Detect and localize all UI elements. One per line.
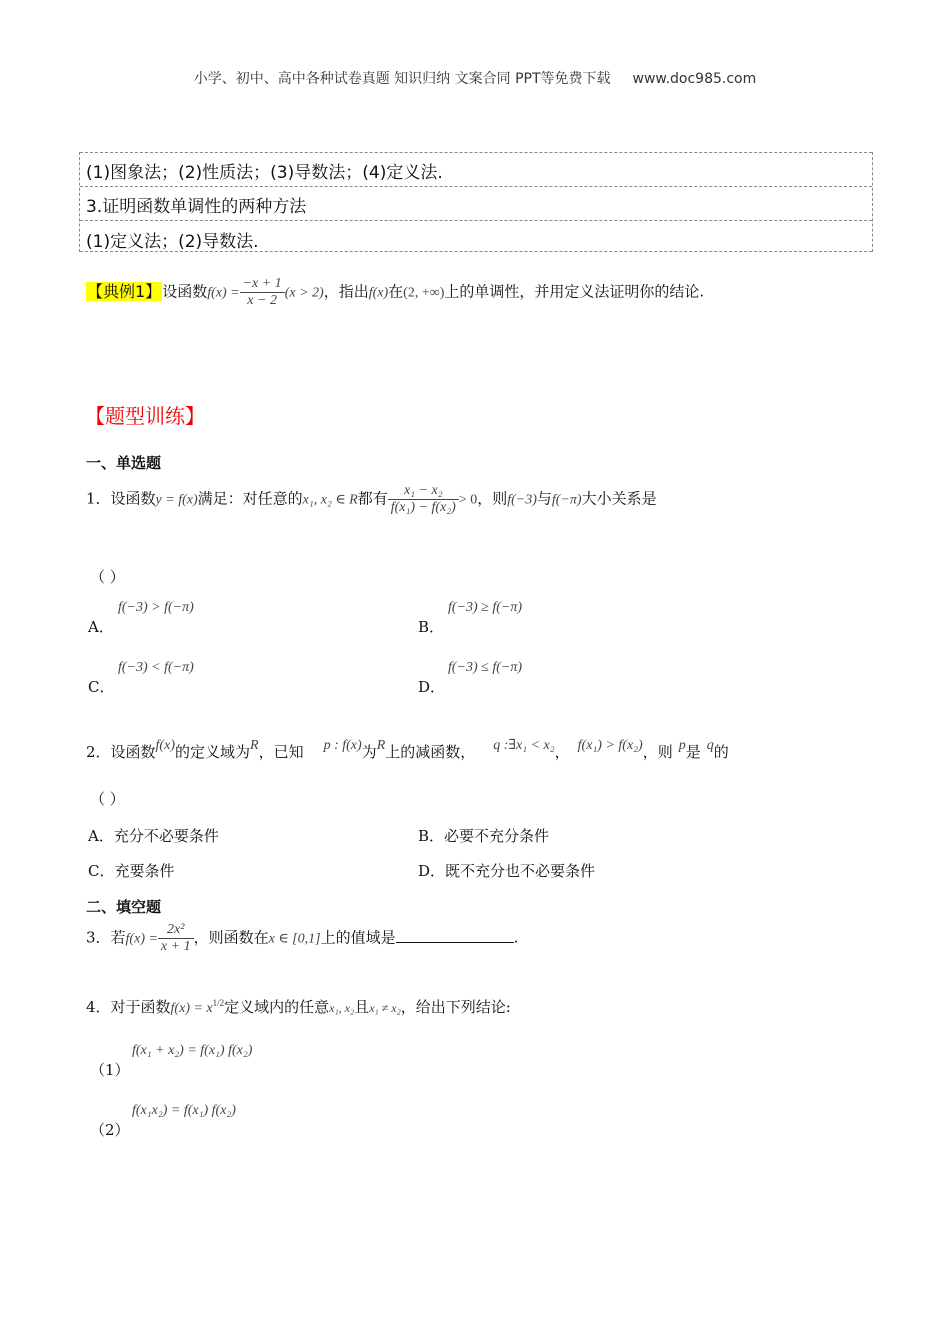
q2-R: R — [250, 738, 259, 753]
q4-text: 且 — [354, 998, 370, 1016]
question-1 — [86, 483, 657, 516]
example-1 — [86, 276, 704, 309]
q2-option-c[interactable]: C．充要条件 — [88, 862, 175, 880]
q2-text: 是 — [685, 743, 701, 761]
q2-q2: q — [706, 738, 714, 753]
q2-option-b[interactable]: B．必要不充分条件 — [418, 827, 550, 845]
header-url[interactable]: www.doc985.com — [632, 71, 757, 87]
q3-lhs: f(x) = — [125, 931, 158, 947]
q1-number: 1．设函数 — [86, 489, 156, 508]
q2-text: 为 — [361, 743, 377, 761]
frac-den: x − 2 — [247, 293, 277, 308]
option-c-text: f(−3) < f(−π) — [118, 660, 194, 675]
q3-number: 3．若 — [86, 928, 126, 947]
example-text: 设函数 — [162, 282, 208, 301]
box-divider-2 — [80, 220, 872, 221]
q2-text: 上的减函数， — [385, 743, 476, 761]
option-b-text: f(−3) ≥ f(−π) — [448, 600, 523, 615]
frac-den: f(x₁) − f(x₂) — [390, 500, 456, 515]
q1-func: y = f(x) — [155, 492, 198, 508]
q1-answer-paren: （ ） — [90, 568, 125, 586]
option-b-label: B． — [418, 618, 445, 636]
q4-exponent: 1/2 — [212, 998, 225, 1008]
q1-text: 与 — [536, 489, 552, 508]
q4-vars: x₁, x₂ — [329, 1001, 355, 1015]
example-fx: f(x) — [368, 285, 389, 301]
q3-text: ，则函数在 — [193, 928, 269, 947]
q4-item1-text: f(x₁ + x₂) = f(x₁) f(x₂) — [132, 1043, 253, 1058]
q1-text: 满足：对任意的 — [197, 489, 303, 508]
q4-text: 定义域内的任意 — [224, 998, 330, 1016]
example-text: ，指出 — [323, 282, 369, 301]
question-3 — [86, 922, 518, 955]
q2-q: q :∃x₁ < x₂ — [493, 738, 555, 753]
q4-item-1 — [90, 1043, 252, 1080]
frac-num: x₁ − x₂ — [388, 483, 459, 500]
option-d-text: f(−3) ≤ f(−π) — [448, 660, 523, 675]
summary-box — [79, 152, 873, 252]
q4-neq: x₁ ≠ x₂ — [369, 1001, 401, 1015]
q4-item2-text: f(x₁x₂) = f(x₁) f(x₂) — [132, 1103, 236, 1118]
q2-answer-paren: （ ） — [90, 790, 125, 808]
q3-domain: x ∈ [0,1] — [268, 931, 321, 947]
example-text: 上的单调性，并用定义法证明你的结论. — [444, 282, 705, 301]
q3-fraction — [158, 922, 194, 955]
frac-den: x + 1 — [160, 939, 191, 954]
q4-func: f(x) = x — [170, 1001, 213, 1016]
section-title-fill-in: 二、填空题 — [86, 898, 162, 916]
q1-text: ，则 — [477, 489, 508, 508]
box-row-1: (1)图象法；(2)性质法；(3)导数法；(4)定义法. — [86, 163, 443, 183]
q2-text: ， — [554, 743, 570, 761]
q2-p2: p — [678, 738, 686, 753]
q4-number: 4．对于函数 — [86, 998, 171, 1016]
q2-text: 的定义域为 — [174, 743, 250, 761]
example-func: f(x) = — [207, 285, 240, 301]
q3-text: 上的值域是 — [320, 928, 396, 947]
page-header — [0, 68, 950, 88]
q1-fraction — [388, 483, 459, 516]
question-2 — [86, 737, 729, 762]
section-title-single-choice: 一、单选题 — [86, 454, 162, 472]
box-top-border — [80, 152, 872, 153]
example-tag: 【典例1】 — [87, 281, 162, 301]
option-a-label: A． — [88, 618, 114, 636]
q1-vars: x₁, x₂ ∈ R — [302, 492, 358, 508]
q2-number: 2．设函数 — [86, 743, 156, 761]
box-row-3: (1)定义法；(2)导数法. — [86, 232, 259, 252]
q1-a: f(−3) — [507, 492, 537, 508]
q2-R: R — [376, 738, 386, 753]
box-bottom-border — [80, 251, 872, 252]
example-fraction — [240, 276, 285, 309]
training-title: 【题型训练】 — [85, 404, 205, 428]
q1-text: 都有 — [357, 489, 388, 508]
q2-option-d[interactable]: D．既不充分也不必要条件 — [418, 862, 596, 880]
q2-fx: f(x) — [155, 738, 175, 753]
q1-option-c[interactable] — [88, 660, 194, 697]
q1-option-d[interactable] — [418, 660, 522, 697]
q2-text: 的 — [713, 743, 729, 761]
q3-end: . — [513, 928, 519, 947]
example-interval: (2, +∞) — [403, 285, 445, 301]
q1-b: f(−π) — [551, 492, 582, 508]
q2-option-a[interactable]: A．充分不必要条件 — [88, 827, 219, 845]
option-c-label: C． — [88, 678, 115, 696]
q2-text: ，则 — [642, 743, 673, 761]
q2-ineq: f(x₁) > f(x₂) — [577, 738, 643, 753]
q4-item2-label: （2） — [90, 1121, 130, 1139]
q1-gt: > 0 — [458, 492, 478, 508]
frac-num: 2x² — [158, 922, 194, 939]
q1-option-a[interactable] — [88, 600, 194, 637]
q3-answer-blank[interactable] — [396, 928, 514, 943]
example-text: 在 — [388, 282, 404, 301]
header-text: 小学、初中、高中各种试卷真题 知识归纳 文案合同 PPT等免费下载 — [193, 71, 611, 87]
q4-item-2 — [90, 1103, 236, 1140]
q1-option-b[interactable] — [418, 600, 522, 637]
box-divider-1 — [80, 186, 872, 187]
question-4 — [86, 996, 511, 1017]
example-cond: (x > 2) — [284, 285, 324, 301]
q4-text: ，给出下列结论: — [400, 998, 511, 1016]
q4-item1-label: （1） — [90, 1061, 130, 1079]
frac-num: −x + 1 — [240, 276, 285, 293]
q2-text: ，已知 — [258, 743, 304, 761]
option-d-label: D． — [418, 678, 446, 696]
q1-text: 大小关系是 — [581, 489, 657, 508]
option-a-text: f(−3) > f(−π) — [118, 600, 194, 615]
q2-p: p : f(x) — [323, 738, 362, 753]
box-row-2: 3.证明函数单调性的两种方法 — [86, 197, 307, 217]
